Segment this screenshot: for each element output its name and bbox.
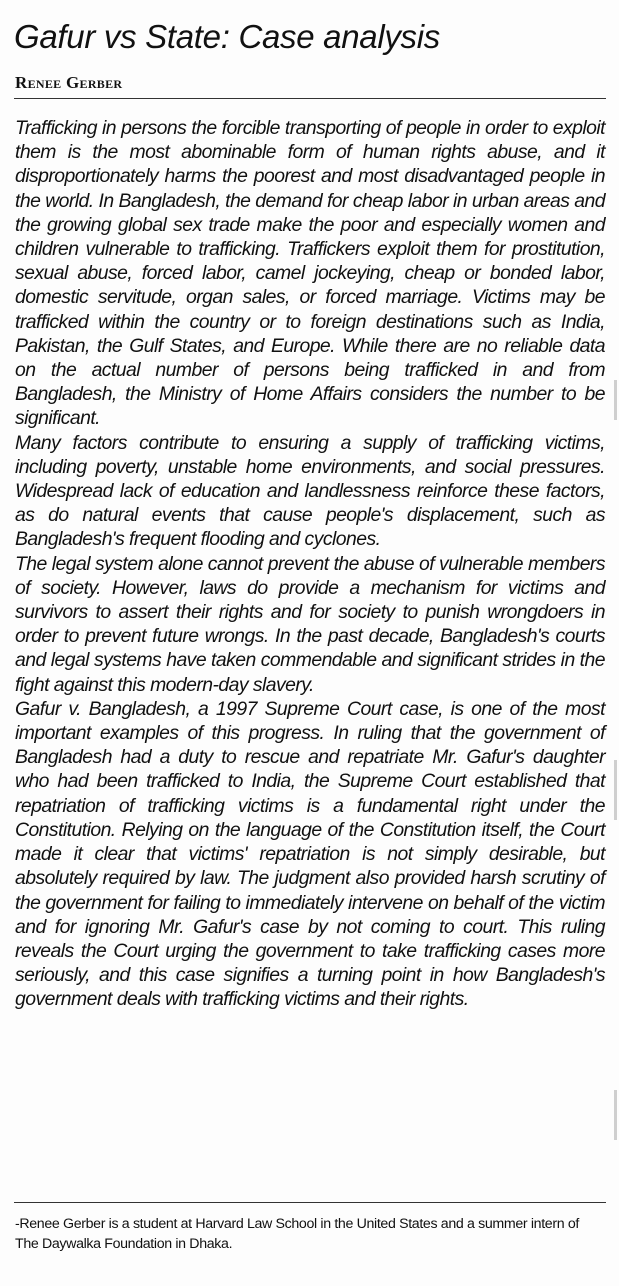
paragraph-legal-system: The legal system alone cannot prevent the abuse of vulnerable members of society. However, laws do provide a mechanism for victims and survivors to assert their rights and for society to punish wrongdoers in order to prevent future wrongs. In the past decade, Bangladesh's courts and legal systems have taken commendable and significant strides in the fight against this modern-day slavery.: [15, 552, 605, 696]
author-note: -Renee Gerber is a student at Harvard Law School in the United States and a summer intern of The Daywalka Foundation in Dhaka.: [15, 1216, 579, 1252]
paragraph-trafficking-intro: Trafficking in persons the forcible transporting of people in order to exploit them is the most abominable form of human rights abuse, and it disproportionately harms the poorest and most disadvantaged people in the world. In Bangladesh, the demand for cheap labor in urban areas and the growing global sex trade make the poor and especially women and children vulnerable to trafficking. Traffickers exploit them for prostitution, sexual abuse, forced labor, camel jockeying, cheap or bonded labor, domestic servitude, organ sales, or forced marriage. Victims may be trafficked within the country or to foreign destinations such as India, Pakistan, the Gulf States, and Europe. While there are no reliable data on the actual number of persons being trafficked in and from Bangladesh, the Ministry of Home Affairs considers the number to be significant.: [15, 117, 605, 430]
header-divider: [14, 98, 606, 99]
scan-edge-mark: [614, 760, 617, 820]
paragraph-gafur-case: Gafur v. Bangladesh, a 1997 Supreme Court case, is one of the most important examples of this progress. In ruling that the government of Bangladesh had a duty to rescue and repatriate Mr. Gafur's daughter who had been trafficked to India, the Supreme Court established that repatriation of trafficking victims is a fundamental right under the Constitution. Relying on the language of the Constitution itself, the Court made it clear that victims' repatriation is not simply desirable, but absolutely required by law. The judgment also provided harsh scrutiny of the government for failing to immediately intervene on behalf of the victim and for ignoring Mr. Gafur's case by not coming to court. This ruling reveals the Court urging the government to take trafficking cases more seriously, and this case signifies a turning point in how Bangladesh's government deals with trafficking victims and their rights.: [15, 697, 605, 1011]
scan-edge-mark: [614, 1090, 617, 1140]
scan-edge-mark: [614, 380, 617, 420]
author-byline: Renee Gerber: [15, 73, 123, 92]
paragraph-contributing-factors: Many factors contribute to ensuring a supply of trafficking victims, including poverty, unstable home environments, and social pressures. Widespread lack of education and landlessness reinforce these factors, as do natural events that cause people's displacement, such as Bangladesh's frequent flooding and cyclones.: [15, 431, 605, 551]
footer-divider: [14, 1202, 606, 1203]
article-title: Gafur vs State: Case analysis: [14, 18, 440, 55]
article-body: [15, 116, 605, 1012]
